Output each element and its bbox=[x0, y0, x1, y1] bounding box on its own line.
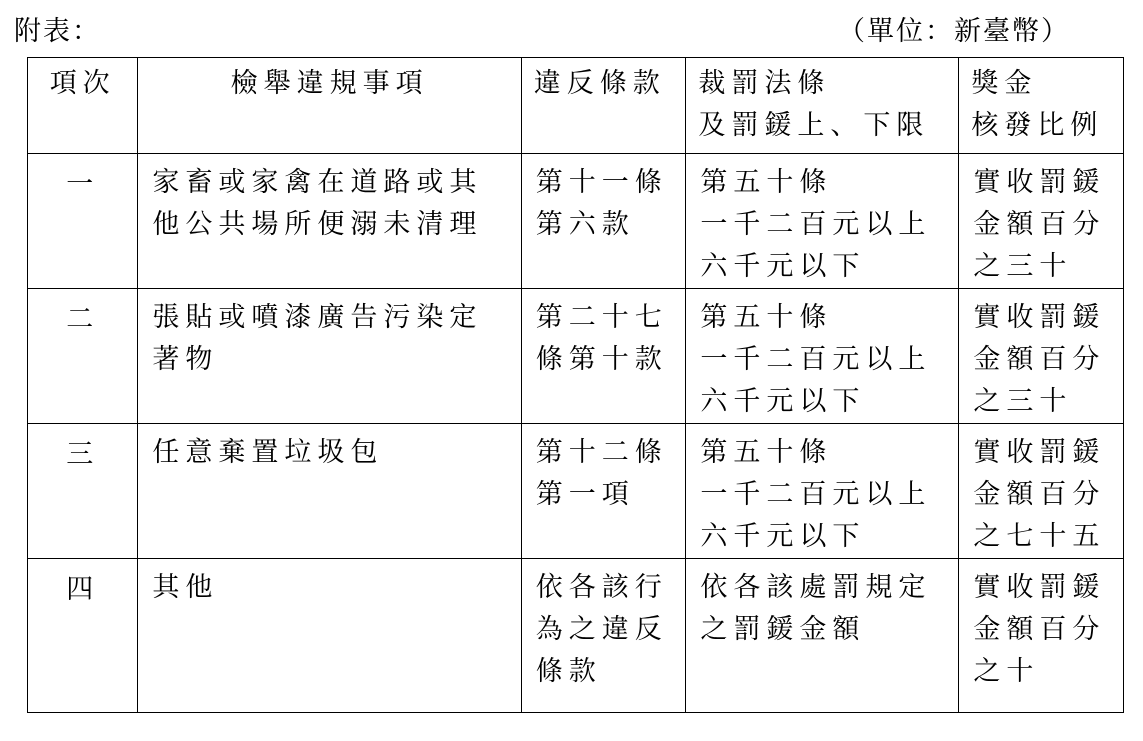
row-number: 二 bbox=[28, 289, 138, 424]
row-number: 四 bbox=[28, 559, 138, 713]
column-header-penalty: 裁罰法條 及罰鍰上、下限 bbox=[686, 58, 959, 154]
table-row bbox=[28, 424, 1124, 559]
column-header-violation: 檢舉違規事項 bbox=[138, 58, 521, 154]
column-header-article: 違反條款 bbox=[521, 58, 686, 154]
row-number: 三 bbox=[28, 424, 138, 559]
reward-table bbox=[27, 57, 1124, 713]
row-violation: 任意棄置垃圾包 bbox=[138, 424, 521, 559]
row-penalty: 第五十條 一千二百元以上 六千元以下 bbox=[686, 154, 959, 289]
row-reward: 實收罰鍰 金額百分 之七十五 bbox=[959, 424, 1124, 559]
row-reward: 實收罰鍰 金額百分 之三十 bbox=[959, 154, 1124, 289]
table-row bbox=[28, 154, 1124, 289]
row-article: 第十一條 第六款 bbox=[521, 154, 686, 289]
row-number: 一 bbox=[28, 154, 138, 289]
row-violation: 其他 bbox=[138, 559, 521, 713]
table-header-row bbox=[28, 58, 1124, 154]
row-violation: 家畜或家禽在道路或其 他公共場所便溺未清理 bbox=[138, 154, 521, 289]
column-header-reward: 獎金 核發比例 bbox=[959, 58, 1124, 154]
attachment-label: 附表： bbox=[14, 16, 101, 47]
row-penalty: 第五十條 一千二百元以上 六千元以下 bbox=[686, 424, 959, 559]
row-penalty: 第五十條 一千二百元以上 六千元以下 bbox=[686, 289, 959, 424]
row-reward: 實收罰鍰 金額百分 之三十 bbox=[959, 289, 1124, 424]
currency-unit-label: （單位：新臺幣） bbox=[838, 16, 1070, 47]
table-row bbox=[28, 289, 1124, 424]
row-article: 第二十七 條第十款 bbox=[521, 289, 686, 424]
row-violation: 張貼或噴漆廣告污染定 著物 bbox=[138, 289, 521, 424]
row-penalty: 依各該處罰規定 之罰鍰金額 bbox=[686, 559, 959, 713]
row-article: 第十二條 第一項 bbox=[521, 424, 686, 559]
row-article: 依各該行 為之違反 條款 bbox=[521, 559, 686, 713]
column-header-number: 項次 bbox=[28, 58, 138, 154]
table-row bbox=[28, 559, 1124, 713]
row-reward: 實收罰鍰 金額百分 之十 bbox=[959, 559, 1124, 713]
